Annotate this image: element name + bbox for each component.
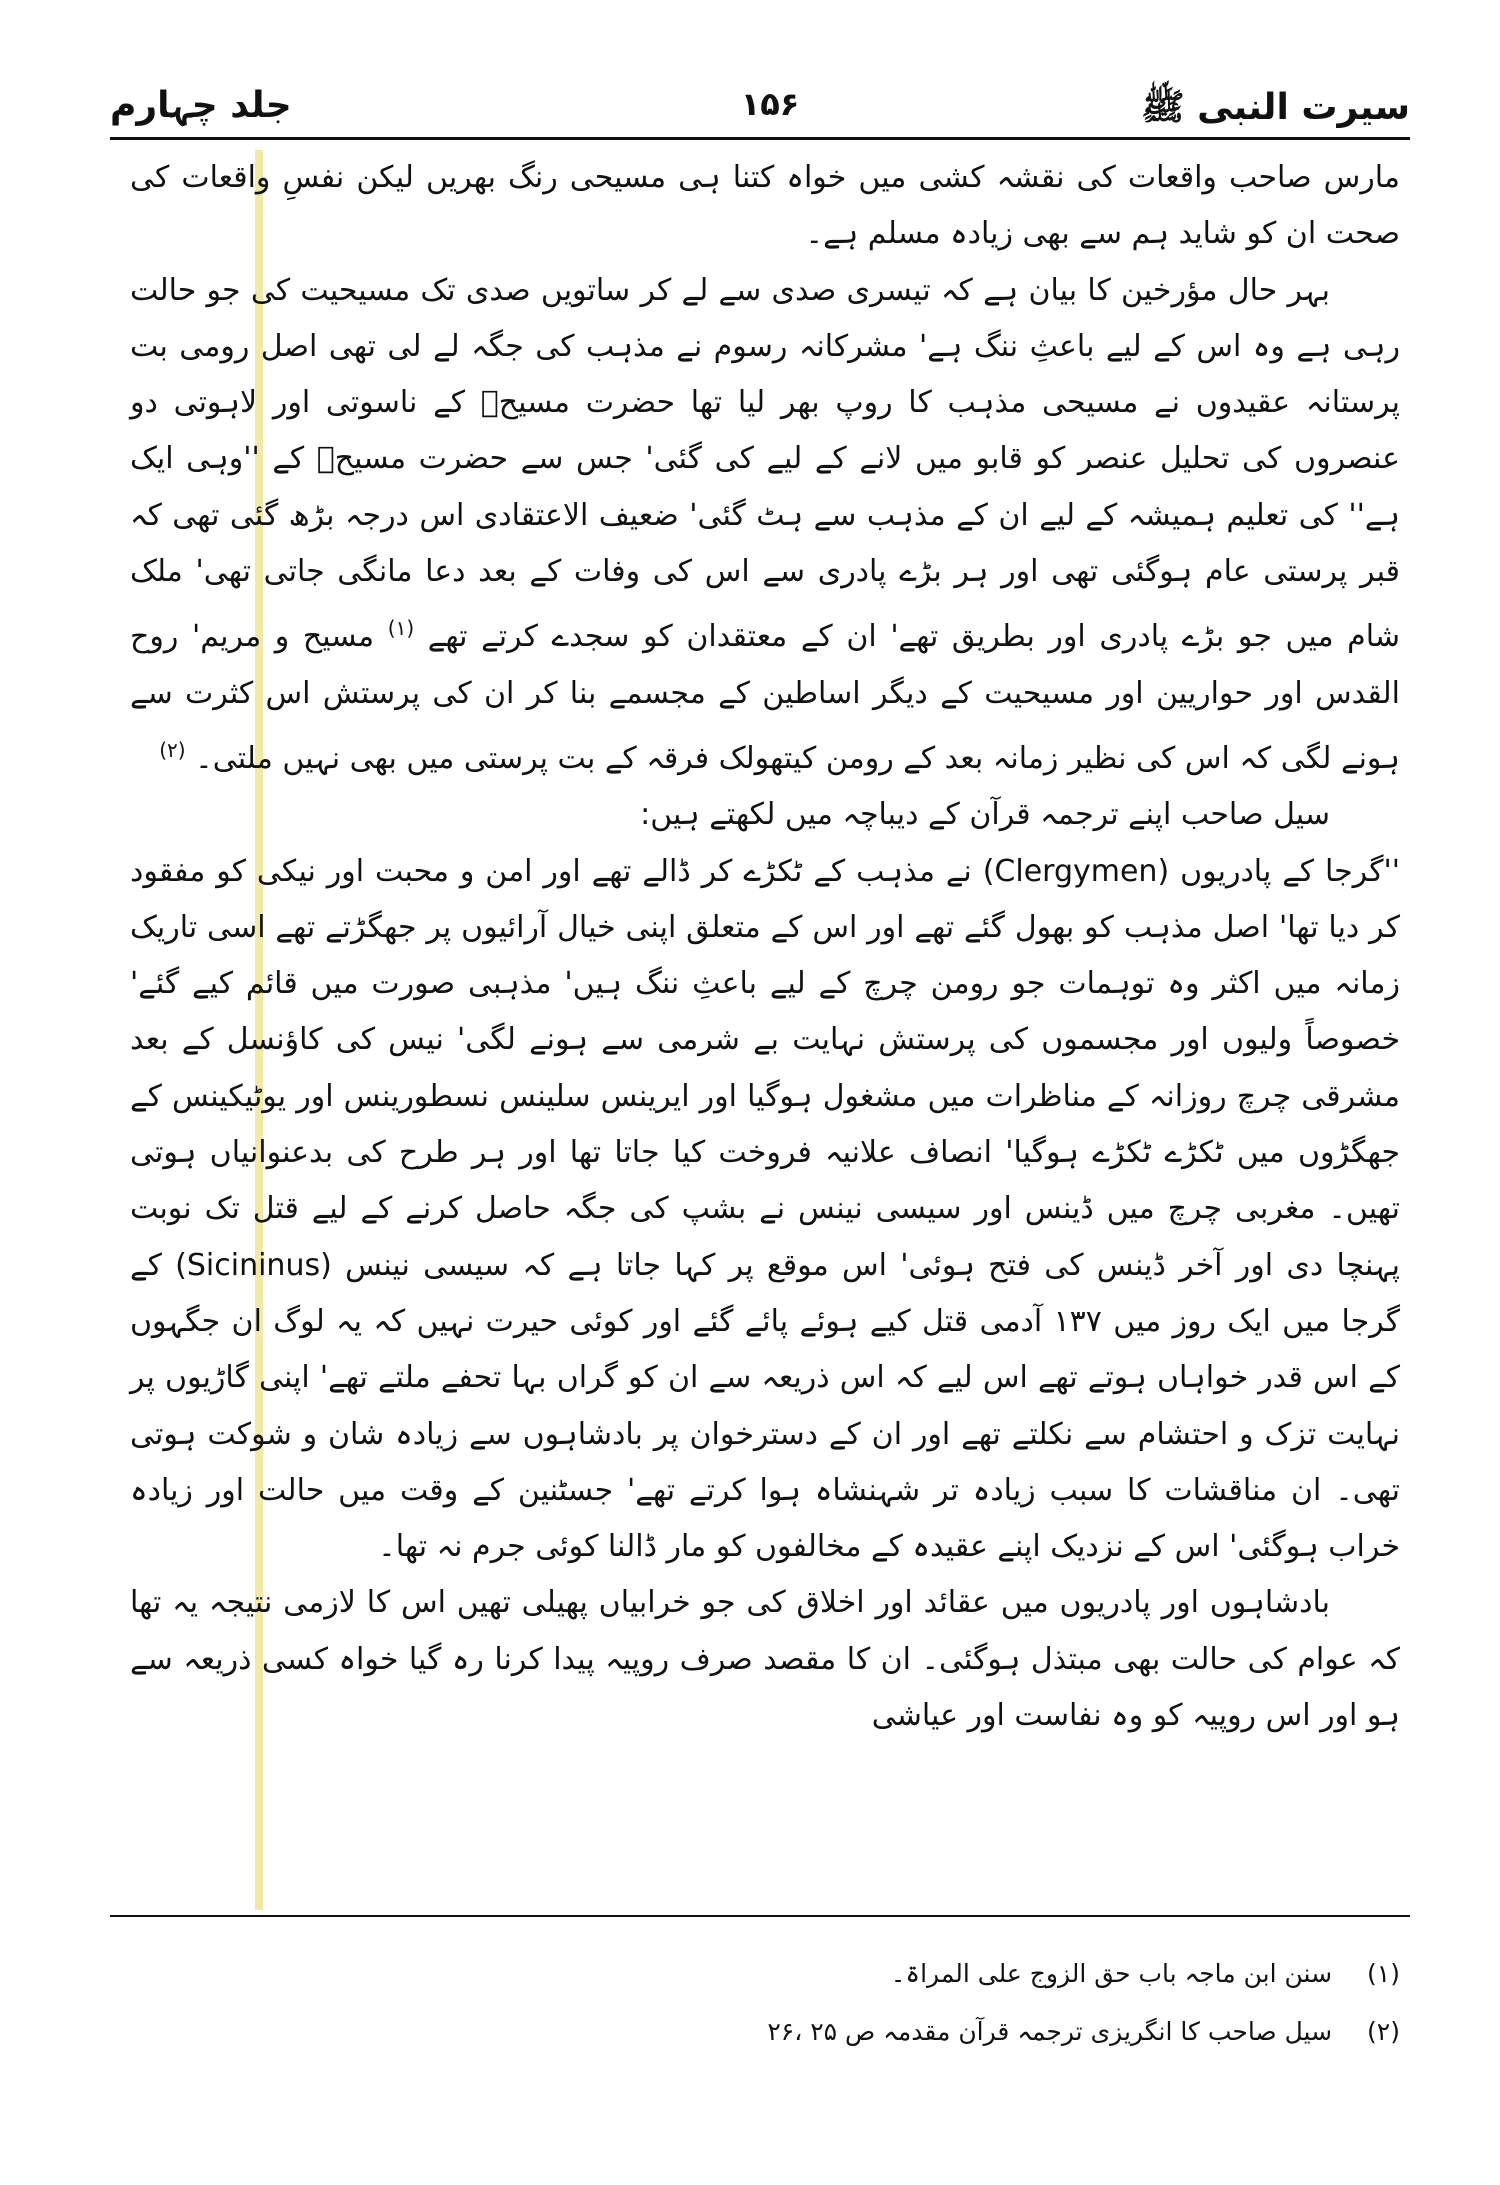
paragraph <box>130 263 1400 788</box>
footnote-number: (۲) <box>1367 2017 1400 2046</box>
paragraph: مارس صاحب واقعات کی نقشہ کشی میں خواہ کتنا ہی مسیحی رنگ بھریں لیکن نفسِ واقعات کی صحت ان کو شاید ہم سے بھی زیادہ مسلم ہے۔ <box>130 160 1400 252</box>
english-term: (Sicininus) <box>175 1247 332 1283</box>
english-term: (Clergymen) <box>982 853 1170 889</box>
book-title: سیرت النبی ﷺ <box>1141 87 1410 128</box>
paragraph-text: کے گرجا میں ایک روز میں ۱۳۷ آدمی قتل کیے ہوئے پائے گئے اور کوئی حیرت نہیں کہ یہ لوگ ان جگہوں کے اس قدر خواہاں ہوتے تھے اس لیے کہ اس ذریعہ سے ان کو گراں بہا تحفے ملتے تھے' اپنی گاڑیوں پر نہایت تزک و احتشام سے نکلتے تھے اور ان کے دسترخوان پر بادشاہوں سے زیادہ شان و شوکت ہوتی تھی۔ ان مناقشات کا سبب زیادہ تر شہنشاہ ہوا کرتے تھے' جسٹنین کے وقت میں حالت اور زیادہ خراب ہوگئی' اس کے نزدیک اپنے عقیدہ کے مخالفوں کو مار ڈالنا کوئی جرم نہ تھا۔ <box>130 1247 1400 1565</box>
quoted-paragraph <box>130 844 1400 1576</box>
page-number: ۱۵۶ <box>740 85 800 123</box>
footnote-rule <box>110 1915 1410 1917</box>
paragraph: بادشاہوں اور پادریوں میں عقائد اور اخلاق کی جو خرابیاں پھیلی تھیں اس کا لازمی نتیجہ یہ تھا کہ عوام کی حالت بھی مبتذل ہوگئی۔ ان کا مقصد صرف روپیہ پیدا کرنا رہ گیا خواہ کسی ذریعہ سے ہو اور اس روپیہ کو وہ نفاست اور عیاشی <box>130 1585 1400 1734</box>
footnote-marker: (۲) <box>159 737 186 762</box>
footnote-number: (۱) <box>1367 1959 1400 1988</box>
paragraph-text: مسیح و مریم' روح القدس اور حواریین اور مسیحیت کے دیگر اساطین کے مجسمے بنا کر ان کی پرستش اس کثرت سے ہونے لگی کہ اس کی نظیر زمانہ بعد کے رومن کیتھولک فرقہ کے بت پرستی میں بھی نہیں ملتی۔ <box>130 619 1400 776</box>
header-rule <box>110 137 1410 140</box>
footnote-text: سیل صاحب کا انگریزی ترجمہ قرآن مقدمہ ص ۲۵ ،۲۶ <box>767 2017 1333 2046</box>
paragraph-text: نے مذہب کے ٹکڑے کر ڈالے تھے اور امن و محبت اور نیکی کو مفقود کر دیا تھا' اصل مذہب کو بھول گئے تھے اور اس کے متعلق اپنی خیال آرائیوں پر جھگڑتے تھے اسی تاریک زمانہ میں اکثر وہ توہمات جو رومن چرچ کے لیے باعثِ ننگ ہیں' مذہبی صورت میں قائم کیے گئے' خصوصاً ولیوں اور مجسموں کی پرستش نہایت بے شرمی سے ہونے لگی' نیس کی کاؤنسل کے بعد مشرقی چرچ روزانہ کے مناظرات میں مشغول ہوگیا اور ایرینس سلینس نسطورینس اور یوٹیکینس کے جھگڑوں میں ٹکڑے ٹکڑے ہوگیا' انصاف علانیہ فروخت کیا جاتا تھا اور ہر طرح کی بدعنوانیاں ہوتی تھیں۔ مغربی چرچ میں ڈینس اور سیسی نینس نے بشپ کی جگہ حاصل کرنے کے لیے قتل تک نوبت پہنچا دی اور آخر ڈینس کی فتح ہوئی' اس موقع پر کہا جاتا ہے کہ سیسی نینس <box>130 853 1401 1283</box>
running-header <box>110 85 1410 135</box>
volume-label: جلد چہارم <box>110 85 292 126</box>
paragraph-text: ''گرجا کے پادریوں <box>1180 853 1400 889</box>
footnote <box>300 1945 1400 2003</box>
footnote-text: سنن ابن ماجہ باب حق الزوج علی المراۃ۔ <box>890 1959 1333 1988</box>
footnotes <box>300 1945 1400 2061</box>
footnote-marker: (۱) <box>387 616 415 641</box>
main-text <box>130 150 1400 1744</box>
footnote <box>300 2003 1400 2061</box>
paragraph: سیل صاحب اپنے ترجمہ قرآن کے دیباچہ میں لکھتے ہیں: <box>640 797 1330 833</box>
paragraph-text: بہر حال مؤرخین کا بیان ہے کہ تیسری صدی سے لے کر ساتویں صدی تک مسیحیت کی جو حالت رہی ہے وہ اس کے لیے باعثِ ننگ ہے' مشرکانہ رسوم نے مذہب کی جگہ لے لی تھی اصل رومی بت پرستانہ عقیدوں نے مسیحی مذہب کا روپ بھر لیا تھا حضرت مسیحؑ کے ناسوتی اور لاہوتی دو عنصروں کی تحلیل عنصر کو قابو میں لانے کے لیے کی گئی' جس سے حضرت مسیحؑ کے ''وہی ایک ہے'' کی تعلیم ہمیشہ کے لیے ان کے مذہب سے ہٹ گئی' ضعیف الاعتقادی اس درجہ بڑھ گئی تھی کہ قبر پرستی عام ہوگئی تھی اور ہر بڑے پادری سے اس کی وفات کے بعد دعا مانگی جاتی تھی' ملک شام میں جو بڑے پادری اور بطریق تھے' ان کے معتقدان کو سجدے کرتے تھے <box>130 272 1400 655</box>
